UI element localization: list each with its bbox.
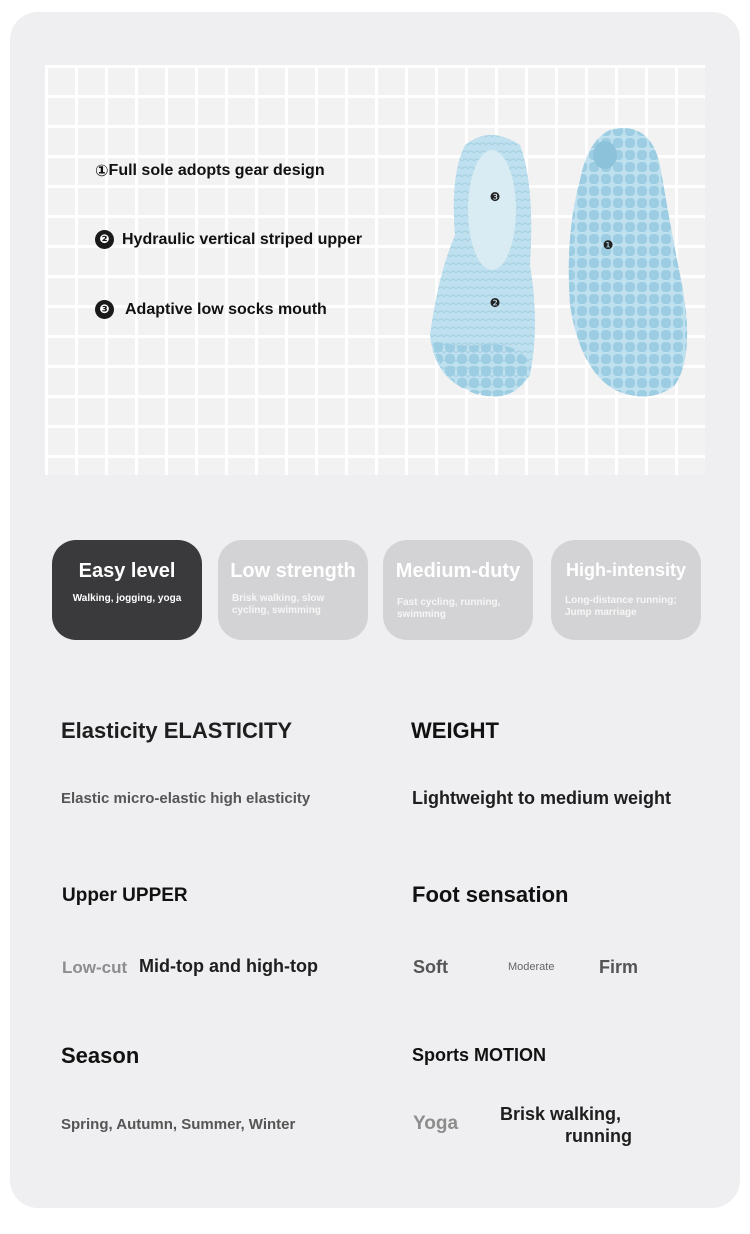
foot-moderate: Moderate <box>508 961 555 973</box>
feature-marker-1: ① <box>95 163 109 180</box>
sports-brisk-walking: Brisk walking, <box>500 1104 622 1124</box>
level-high-sub: Long-distance running; Jump marriage <box>565 595 677 618</box>
sock-marker-3: ❸ <box>489 190 501 204</box>
foot-sensation-title: Foot sensation <box>412 882 569 907</box>
level-medium-duty[interactable] <box>383 540 533 640</box>
weight-value: Lightweight to medium weight <box>412 788 671 808</box>
feature-text-1: Full sole adopts gear design <box>108 162 325 179</box>
feature-text-2: Hydraulic vertical striped upper <box>122 230 363 248</box>
feature-text-3: Adaptive low socks mouth <box>125 300 327 318</box>
level-low-title: Low strength <box>230 560 356 582</box>
level-low-strength[interactable] <box>218 540 368 640</box>
sock-marker-2: ❷ <box>489 296 501 310</box>
weight-title: WEIGHT <box>411 718 499 743</box>
level-high-intensity[interactable] <box>551 540 701 640</box>
elasticity-value: Elastic micro-elastic high elasticity <box>61 790 311 807</box>
level-easy[interactable] <box>52 540 202 640</box>
level-high-title: High-intensity <box>566 560 686 580</box>
season-title: Season <box>61 1043 140 1068</box>
feature-sock-mouth <box>95 300 327 319</box>
sports-running: running <box>565 1126 632 1146</box>
sock-marker-1: ❶ <box>602 238 614 252</box>
level-medium-title: Medium-duty <box>395 560 521 582</box>
foot-soft: Soft <box>413 957 448 977</box>
feature-marker-3: ❸ <box>95 300 114 319</box>
foot-firm: Firm <box>599 957 639 977</box>
upper-title: Upper UPPER <box>62 885 188 906</box>
season-value: Spring, Autumn, Summer, Winter <box>61 1116 296 1133</box>
upper-mid-high-top: Mid-top and high-top <box>139 956 318 976</box>
elasticity-title: Elasticity ELASTICITY <box>61 718 293 743</box>
shoe-sole-view <box>569 128 687 396</box>
feature-gear-sole <box>95 161 325 181</box>
level-easy-title: Easy level <box>78 560 176 582</box>
sports-yoga: Yoga <box>413 1113 459 1134</box>
level-easy-sub: Walking, jogging, yoga <box>72 593 182 604</box>
shoe-top-view <box>430 135 535 396</box>
sock-shoe-image <box>420 125 700 405</box>
feature-marker-2: ❷ <box>95 230 114 249</box>
upper-low-cut: Low-cut <box>62 958 128 977</box>
sports-title: Sports MOTION <box>412 1045 546 1065</box>
level-low-sub: Brisk walking, slow cycling, swimming <box>232 593 325 616</box>
level-medium-sub: Fast cycling, running, swimming <box>397 597 501 620</box>
feature-striped-upper <box>95 230 362 249</box>
